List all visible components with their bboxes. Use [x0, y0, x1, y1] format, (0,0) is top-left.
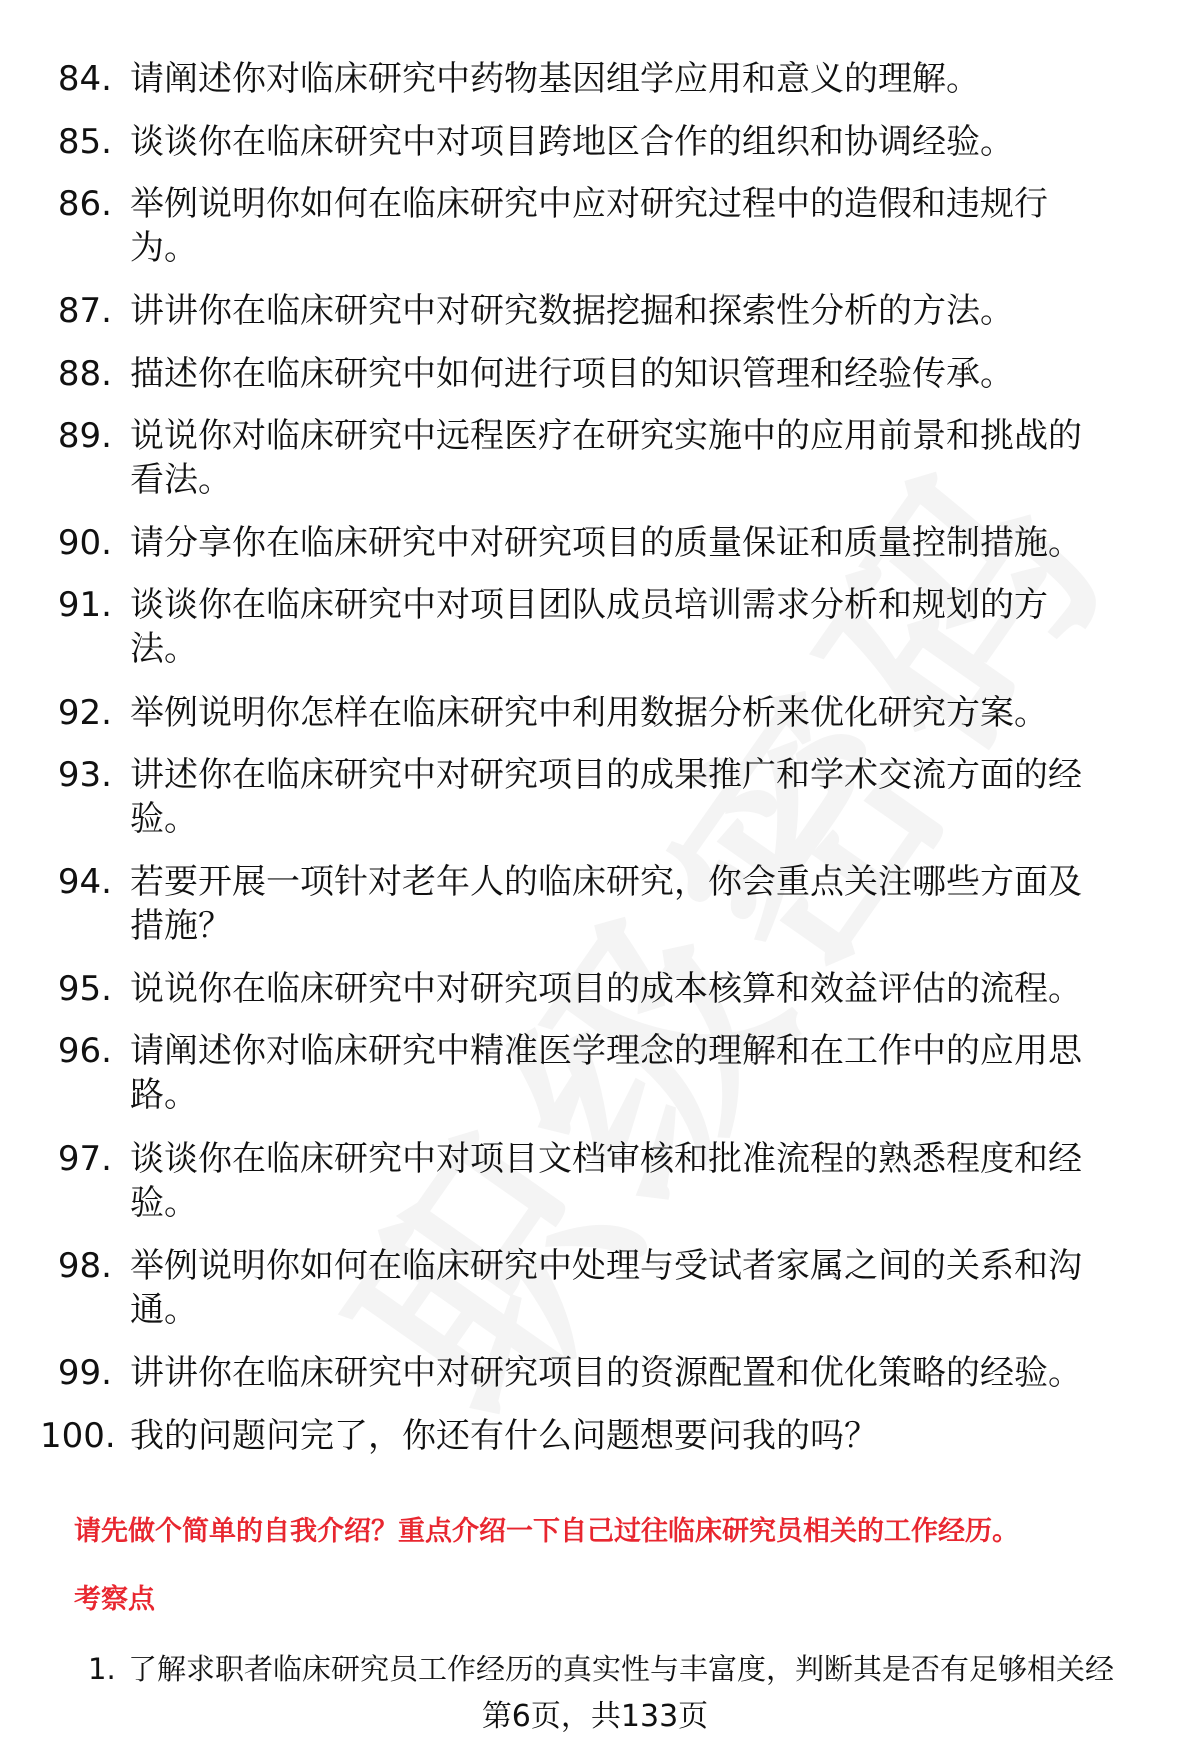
question-number: 85. [57, 122, 112, 162]
question-item [40, 521, 1160, 565]
question-number: 96. [57, 1031, 112, 1071]
page-footer: 第6页，共133页 [481, 1699, 709, 1734]
question-text: 若要开展一项针对老年人的临床研究，你会重点关注哪些方面及 措施？ [130, 862, 1082, 946]
question-item [40, 120, 1160, 164]
question-text: 举例说明你如何在临床研究中处理与受试者家属之间的关系和沟 通。 [130, 1246, 1082, 1330]
question-item [40, 414, 1160, 502]
question-text: 描述你在临床研究中如何进行项目的知识管理和经验传承。 [130, 354, 1014, 394]
question-number: 86. [57, 184, 112, 224]
question-number: 88. [57, 354, 112, 394]
point-number: 1. [88, 1652, 116, 1686]
question-number: 87. [57, 291, 112, 331]
question-text: 举例说明你如何在临床研究中应对研究过程中的造假和违规行 为。 [130, 184, 1048, 268]
question-text: 我的问题问完了，你还有什么问题想要问我的吗？ [130, 1416, 878, 1456]
question-text: 谈谈你在临床研究中对项目团队成员培训需求分析和规划的方 法。 [130, 585, 1048, 669]
question-item [40, 1137, 1160, 1225]
section-subheading: 考察点 [74, 1584, 155, 1615]
question-text: 说说你在临床研究中对研究项目的成本核算和效益评估的流程。 [130, 969, 1082, 1009]
question-text: 请分享你在临床研究中对研究项目的质量保证和质量控制措施。 [130, 523, 1082, 563]
section-heading: 请先做个简单的自我介绍？重点介绍一下自己过往临床研究员相关的工作经历。 [74, 1516, 1019, 1547]
question-number: 95. [57, 969, 112, 1009]
question-text: 说说你对临床研究中远程医疗在研究实施中的应用前景和挑战的 看法。 [130, 416, 1082, 500]
question-number: 97. [57, 1139, 112, 1179]
question-number: 93. [57, 755, 112, 795]
question-number: 98. [57, 1246, 112, 1286]
question-text: 谈谈你在临床研究中对项目跨地区合作的组织和协调经验。 [130, 122, 1014, 162]
question-text: 讲讲你在临床研究中对研究项目的资源配置和优化策略的经验。 [130, 1353, 1082, 1393]
question-item [40, 57, 1160, 101]
question-item [40, 753, 1160, 841]
point-text: 了解求职者临床研究员工作经历的真实性与丰富度，判断其是否有足够相关经 [128, 1652, 1115, 1686]
question-item [40, 583, 1160, 671]
question-item [40, 1029, 1160, 1117]
question-item [40, 352, 1160, 396]
question-text: 讲述你在临床研究中对研究项目的成果推广和学术交流方面的经 验。 [130, 755, 1082, 839]
question-number: 100. [40, 1416, 116, 1456]
question-text: 讲讲你在临床研究中对研究数据挖掘和探索性分析的方法。 [130, 291, 1014, 331]
question-item [40, 182, 1160, 270]
question-number: 91. [57, 585, 112, 625]
question-item [40, 1414, 1160, 1458]
question-text: 请阐述你对临床研究中精准医学理念的理解和在工作中的应用思 路。 [130, 1031, 1082, 1115]
question-item [40, 1244, 1160, 1332]
question-number: 89. [57, 416, 112, 456]
question-number: 92. [57, 693, 112, 733]
question-number: 90. [57, 523, 112, 563]
question-text: 谈谈你在临床研究中对项目文档审核和批准流程的熟悉程度和经 验。 [130, 1139, 1082, 1223]
question-number: 94. [57, 862, 112, 902]
question-item [40, 967, 1160, 1011]
question-number: 99. [57, 1353, 112, 1393]
question-text: 举例说明你怎样在临床研究中利用数据分析来优化研究方案。 [130, 693, 1048, 733]
question-text: 请阐述你对临床研究中药物基因组学应用和意义的理解。 [130, 59, 980, 99]
question-number: 84. [57, 59, 112, 99]
question-item [40, 860, 1160, 948]
question-item [40, 1351, 1160, 1395]
question-item [40, 289, 1160, 333]
question-item [40, 691, 1160, 735]
assessment-point [88, 1649, 1114, 1689]
